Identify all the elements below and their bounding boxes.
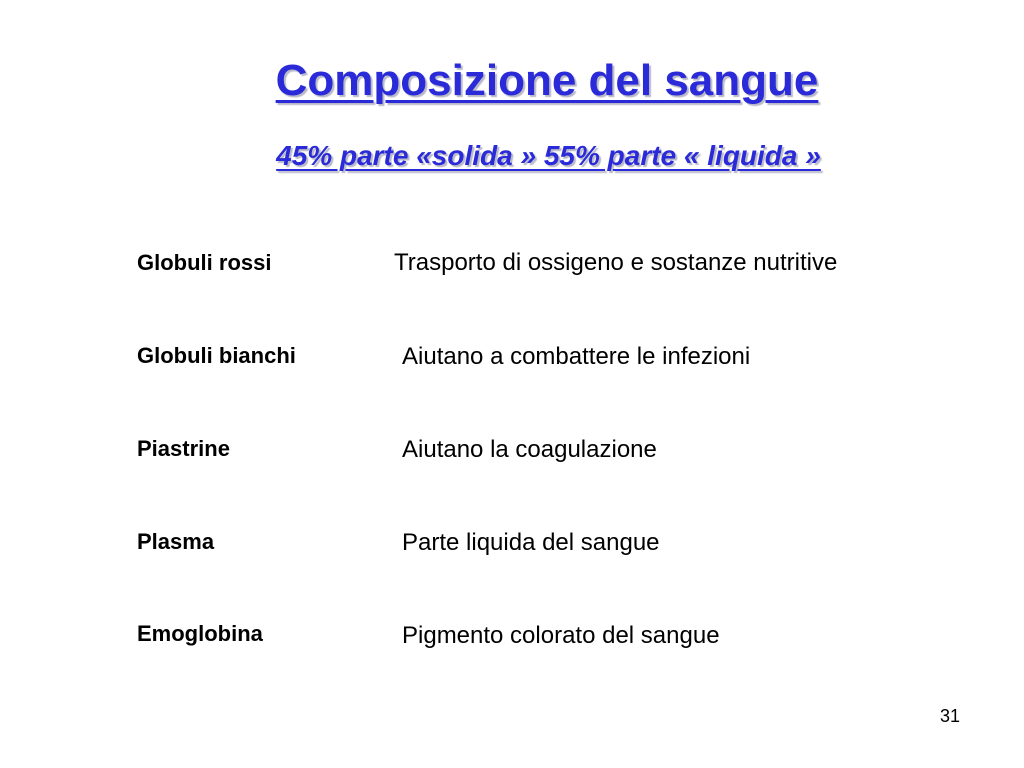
description-emoglobina: Pigmento colorato del sangue [402, 622, 720, 649]
page-number: 31 [940, 706, 961, 726]
description-plasma: Parte liquida del sangue [402, 529, 660, 556]
term-piastrine: Piastrine [137, 436, 230, 461]
slide-title: Composizione del sangue [275, 56, 819, 105]
term-globuli-rossi: Globuli rossi [137, 250, 272, 275]
term-plasma: Plasma [137, 529, 215, 554]
description-globuli-bianchi: Aiutano a combattere le infezioni [402, 343, 751, 370]
description-piastrine: Aiutano la coagulazione [402, 436, 657, 463]
term-emoglobina: Emoglobina [137, 621, 263, 646]
slide-subtitle: 45% parte «solida » 55% parte « liquida » [276, 140, 821, 171]
description-globuli-rossi: Trasporto di ossigeno e sostanze nutritive [394, 249, 838, 276]
term-globuli-bianchi: Globuli bianchi [137, 343, 296, 368]
